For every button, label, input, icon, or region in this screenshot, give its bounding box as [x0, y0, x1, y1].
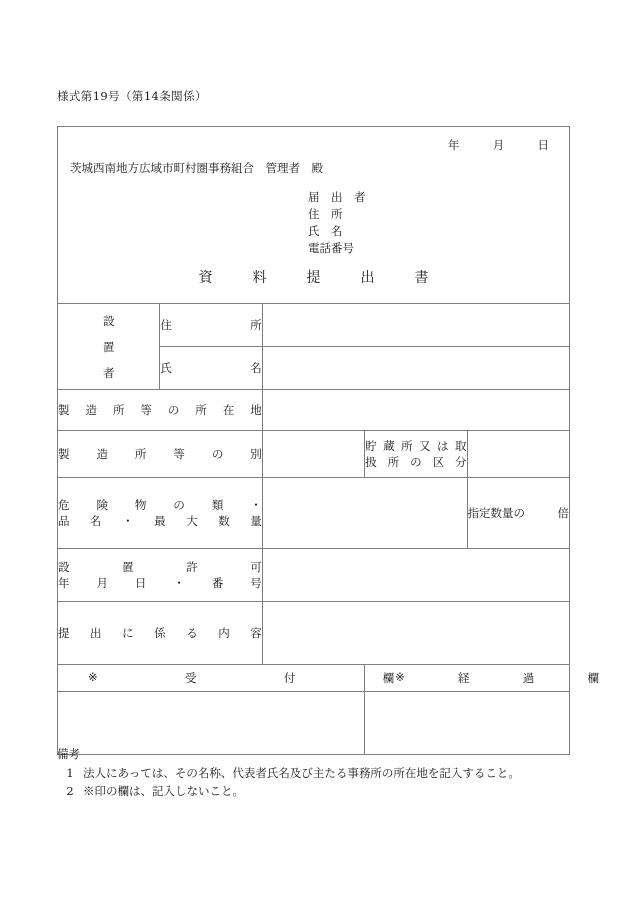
facility-type-value[interactable] — [262, 431, 364, 478]
facility-location-value[interactable] — [262, 390, 569, 431]
masthead-cell — [58, 127, 570, 304]
hazardous-material-value[interactable] — [262, 478, 467, 549]
installer-name-value[interactable] — [262, 347, 569, 390]
remarks-item — [57, 764, 520, 782]
remarks-item-number: 1 — [66, 766, 74, 780]
document-title: 資 料 提 出 書 — [198, 270, 442, 286]
submitter-label: 届 出 者 — [308, 190, 366, 204]
reception-section-header: ※ 受 付 欄 — [58, 665, 365, 692]
official-section-header-row — [58, 665, 570, 692]
date-year: 年 — [447, 138, 460, 152]
submitter-phone-label: 電話番号 — [308, 241, 354, 255]
submitter-address-label: 住 所 — [308, 207, 343, 221]
submission-content-label: 提 出 に 係 る 内 容 — [58, 602, 263, 665]
facility-type-row — [58, 431, 570, 478]
installer-vertical-label: 設 置 者 — [58, 304, 160, 390]
remarks-item-number: 2 — [66, 784, 74, 798]
permit-label: 設 置 許 可 年 月 日 ・ 番 号 — [58, 549, 263, 602]
remarks-item-text: ※印の欄は、記入しないこと。 — [83, 784, 244, 798]
hazardous-material-row — [58, 478, 570, 549]
remarks-item — [57, 782, 520, 800]
date-line — [448, 137, 549, 153]
remarks-block — [57, 745, 520, 800]
remarks-title: 備考 — [57, 747, 80, 761]
installer-name-label: 氏 名 — [160, 347, 262, 390]
masthead-row — [58, 127, 570, 304]
facility-type-label: 製 造 所 等 の 別 — [58, 431, 263, 478]
form-number: 様式第19号（第14条関係） — [57, 89, 207, 103]
application-form-table — [57, 126, 599, 755]
installer-address-label: 住 所 — [160, 304, 262, 347]
permit-value[interactable] — [262, 549, 569, 602]
storage-classification-value[interactable] — [467, 431, 569, 478]
submitter-block — [308, 189, 366, 257]
storage-classification-label: 貯 蔵 所 又 は 取 扱 所 の 区 分 — [365, 431, 467, 478]
installer-address-row — [58, 304, 570, 347]
hazardous-material-label: 危 険 物 の 類 ・ 品 名 ・ 最 大 数 量 — [58, 478, 263, 549]
remarks-item-text: 法人にあっては、その名称、代表者氏名及び主たる事務所の所在地を記入すること。 — [83, 766, 520, 780]
permit-row — [58, 549, 570, 602]
designated-quantity-label: 指定数量の 倍 — [467, 478, 569, 549]
submitter-name-label: 氏 名 — [308, 224, 343, 238]
progress-section-header: ※ 経 過 欄 — [365, 665, 570, 692]
date-month: 月 — [492, 138, 505, 152]
date-day: 日 — [537, 138, 549, 152]
facility-location-label: 製 造 所 等 の 所 在 地 — [58, 390, 263, 431]
addressee-line: 茨城西南地方広域市町村圏事務組合 管理者 殿 — [70, 161, 323, 175]
installer-address-value[interactable] — [262, 304, 569, 347]
submission-content-value[interactable] — [262, 602, 569, 665]
submission-content-row — [58, 602, 570, 665]
facility-location-row — [58, 390, 570, 431]
